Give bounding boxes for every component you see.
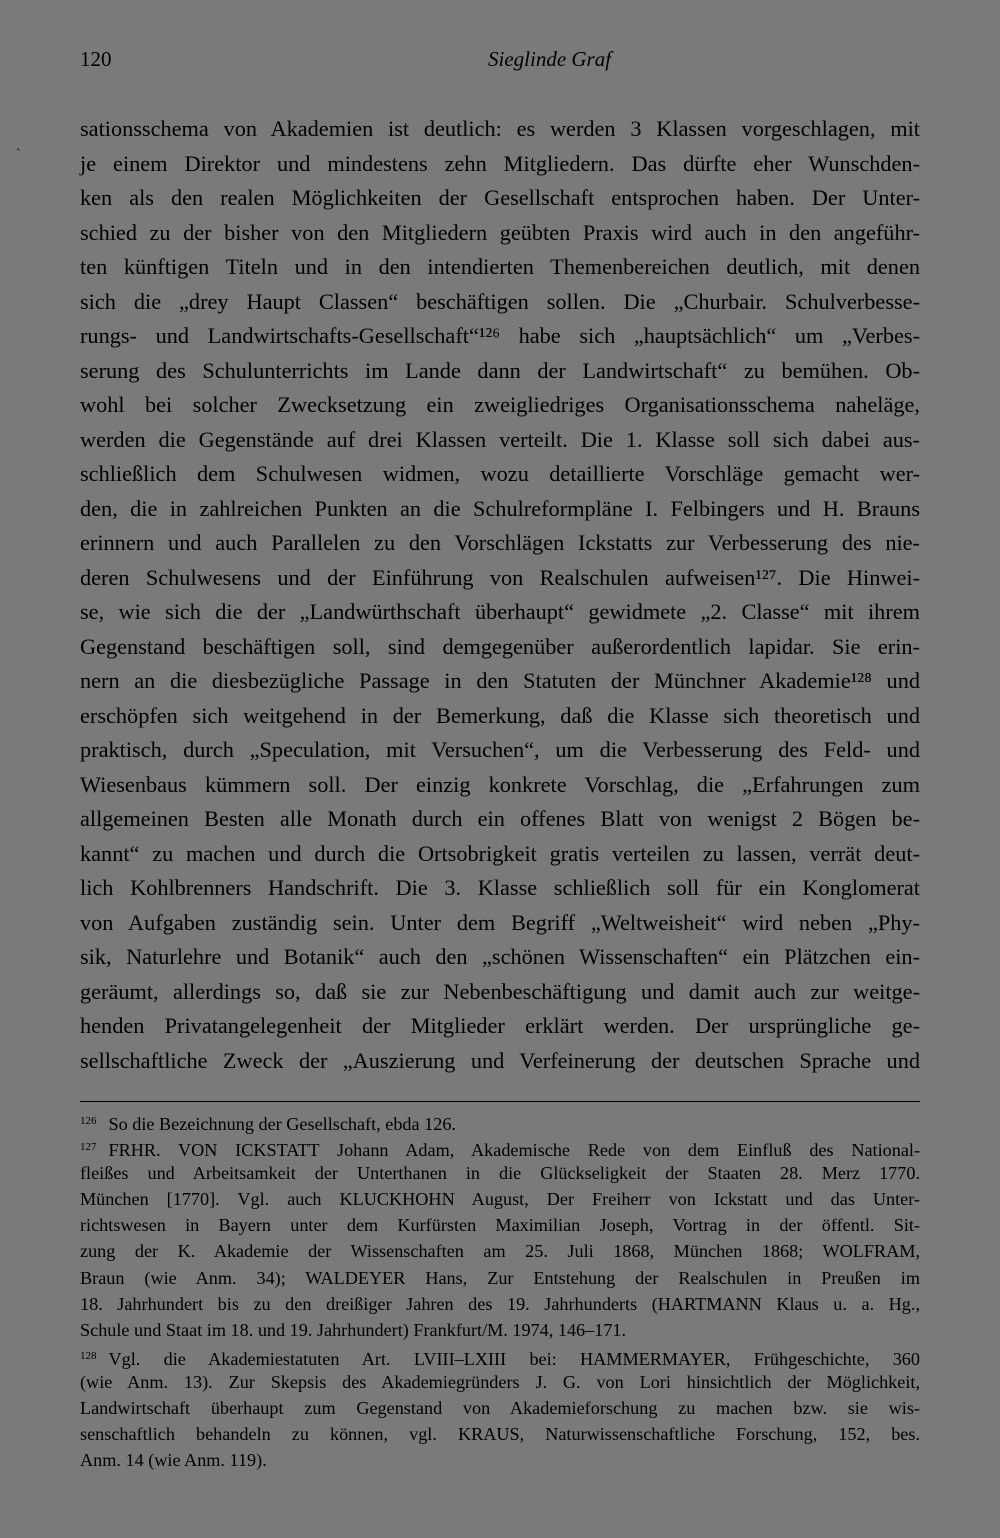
footnote-128 (80, 1343, 920, 1473)
footnote-line (80, 1108, 920, 1134)
body-text (80, 112, 920, 1078)
footnote-text: FRHR. VON ICKSTATT Johann Adam, Akademische Rede von dem Einfluß des National- (108, 1140, 920, 1161)
body-line: wohl bei solcher Zwecksetzung ein zweigliedriges Organisationsschema naheläge, (80, 392, 920, 417)
footnote-line: fleißes und Arbeitsamkeit der Unterthanen in die Glückseligkeit der Staaten 28. Merz 1770. (80, 1163, 920, 1184)
margin-mark: ` (16, 147, 21, 162)
body-line: praktisch, durch „Speculation, mit Versuchen“, um die Verbesserung des Feld- und (80, 737, 920, 762)
body-line: henden Privatangelegenheit der Mitglieder erklärt werden. Der ursprüngliche ge- (80, 1013, 920, 1038)
body-line: sik, Naturlehre und Botanik“ auch den „schönen Wissenschaften“ ein Plätzchen ein- (80, 944, 920, 969)
footnote-127 (80, 1134, 920, 1343)
body-line: schied zu der bisher von den Mitgliedern geübten Praxis wird auch in den angeführ- (80, 219, 920, 245)
body-line: serung des Schulunterrichts im Lande dann der Landwirtschaft“ zu bemühen. Ob- (80, 357, 920, 383)
body-line: allgemeinen Besten alle Monath durch ein offenes Blatt von wenigst 2 Bögen be- (80, 806, 920, 831)
footnote-line (80, 1134, 920, 1160)
body-line: von Aufgaben zuständig sein. Unter dem Begriff „Weltweisheit“ wird neben „Phy- (80, 909, 920, 935)
body-line: erschöpfen sich weitgehend in der Bemerkung, daß die Klasse sich theoretisch und (80, 702, 920, 728)
body-line: Wiesenbaus kümmern soll. Der einzig konkrete Vorschlag, die „Erfahrungen zum (80, 771, 920, 797)
body-line: deren Schulwesens und der Einführung von Realschulen aufweisen¹²⁷. Die Hinwei- (80, 564, 920, 590)
footnote-text: Vgl. die Akademiestatuten Art. LVIII–LXIII bei: HAMMERMAYER, Frühgeschichte, 360 (108, 1348, 920, 1369)
body-line: Gegenstand beschäftigen soll, sind demgegenüber außerordentlich lapidar. Sie erin- (80, 633, 920, 659)
footnote-number: 126 (80, 1115, 97, 1127)
page-number: 120 (80, 47, 112, 71)
running-head: Sieglinde Graf (488, 47, 612, 71)
footnote-line: senschaftlich behandeln zu können, vgl. KRAUS, Naturwissenschaftliche Forschung, 152, bes. (80, 1424, 920, 1445)
footnotes (80, 1108, 920, 1473)
footnote-text: So die Bezeichnung der Gesellschaft, ebda 126. (108, 1114, 456, 1134)
footnote-number: 128 (80, 1349, 97, 1362)
body-line: sationsschema von Akademien ist deutlich: es werden 3 Klassen vorgeschlagen, mit (80, 116, 920, 141)
body-line: lich Kohlbrenners Handschrift. Die 3. Klasse schließlich soll für ein Konglomerat (80, 875, 920, 900)
body-line: ken als den realen Möglichkeiten der Gesellschaft entsprochen haben. Der Unter- (80, 185, 920, 210)
footnote-line: Landwirtschaft überhaupt zum Gegenstand von Akademieforschung zu machen bzw. sie wis- (80, 1398, 920, 1419)
body-line: werden die Gegenstände auf drei Klassen verteilt. Die 1. Klasse soll sich dabei aus- (80, 426, 920, 452)
footnote-line: Anm. 14 (wie Anm. 119). (80, 1450, 267, 1471)
body-line: ten künftigen Titeln und in den intendierten Themenbereichen deutlich, mit denen (80, 254, 920, 279)
footnote-line: München [1770]. Vgl. auch KLUCKHOHN August, Der Freiherr von Ickstatt und das Unter- (80, 1189, 920, 1210)
footnote-line: Braun (wie Anm. 34); WALDEYER Hans, Zur Entstehung der Realschulen in Preußen im (80, 1267, 920, 1288)
footnote-line: richtswesen in Bayern unter dem Kurfürsten Maximilian Joseph, Vortrag in der öffentl. Sit- (80, 1215, 920, 1236)
footnote-line: (wie Anm. 13). Zur Skepsis des Akademiegründers J. G. von Lori hinsichtlich der Möglichkeit, (80, 1371, 920, 1392)
body-line: erinnern und auch Parallelen zu den Vorschlägen Ickstatts zur Verbesserung des nie- (80, 530, 920, 555)
footnote-line: 18. Jahrhundert bis zu den dreißiger Jahren des 19. Jahrhunderts (HARTMANN Klaus u. a. Hg., (80, 1293, 920, 1314)
body-line: je einem Direktor und mindestens zehn Mitgliedern. Das dürfte eher Wunschden- (80, 150, 920, 176)
body-line: sich die „drey Haupt Classen“ beschäftigen sollen. Die „Churbair. Schulverbesse- (80, 288, 920, 314)
body-line: nern an die diesbezügliche Passage in den Statuten der Münchner Akademie¹²⁸ und (80, 668, 920, 693)
body-line: geräumt, allerdings so, daß sie zur Nebenbeschäftigung und damit auch zur weitge- (80, 978, 920, 1004)
body-line: schließlich dem Schulwesen widmen, wozu detaillierte Vorschläge gemacht wer- (80, 461, 920, 486)
body-line: kannt“ zu machen und durch die Ortsobrigkeit gratis verteilen zu lassen, verrät deut- (80, 840, 920, 866)
body-line: sellschaftliche Zweck der „Auszierung und Verfeinerung der deutschen Sprache und (80, 1047, 920, 1073)
footnote-line (80, 1343, 920, 1369)
footnote-line: Schule und Staat im 18. und 19. Jahrhundert) Frankfurt/M. 1974, 146–171. (80, 1319, 627, 1340)
footnote-number: 127 (80, 1141, 97, 1154)
body-line: rungs- und Landwirtschafts-Gesellschaft“¹²⁶ habe sich „hauptsächlich“ um „Verbes- (80, 323, 920, 348)
footnote-126 (80, 1108, 920, 1134)
body-line: se, wie sich die der „Landwürthschaft überhaupt“ gewidmete „2. Classe“ mit ihrem (80, 599, 920, 624)
footnote-rule (80, 1101, 920, 1102)
footnote-line: zung der K. Akademie der Wissenschaften am 25. Juli 1868, München 1868; WOLFRAM, (80, 1241, 920, 1262)
body-line: den, die in zahlreichen Punkten an die Schulreformpläne I. Felbingers und H. Brauns (80, 495, 920, 521)
